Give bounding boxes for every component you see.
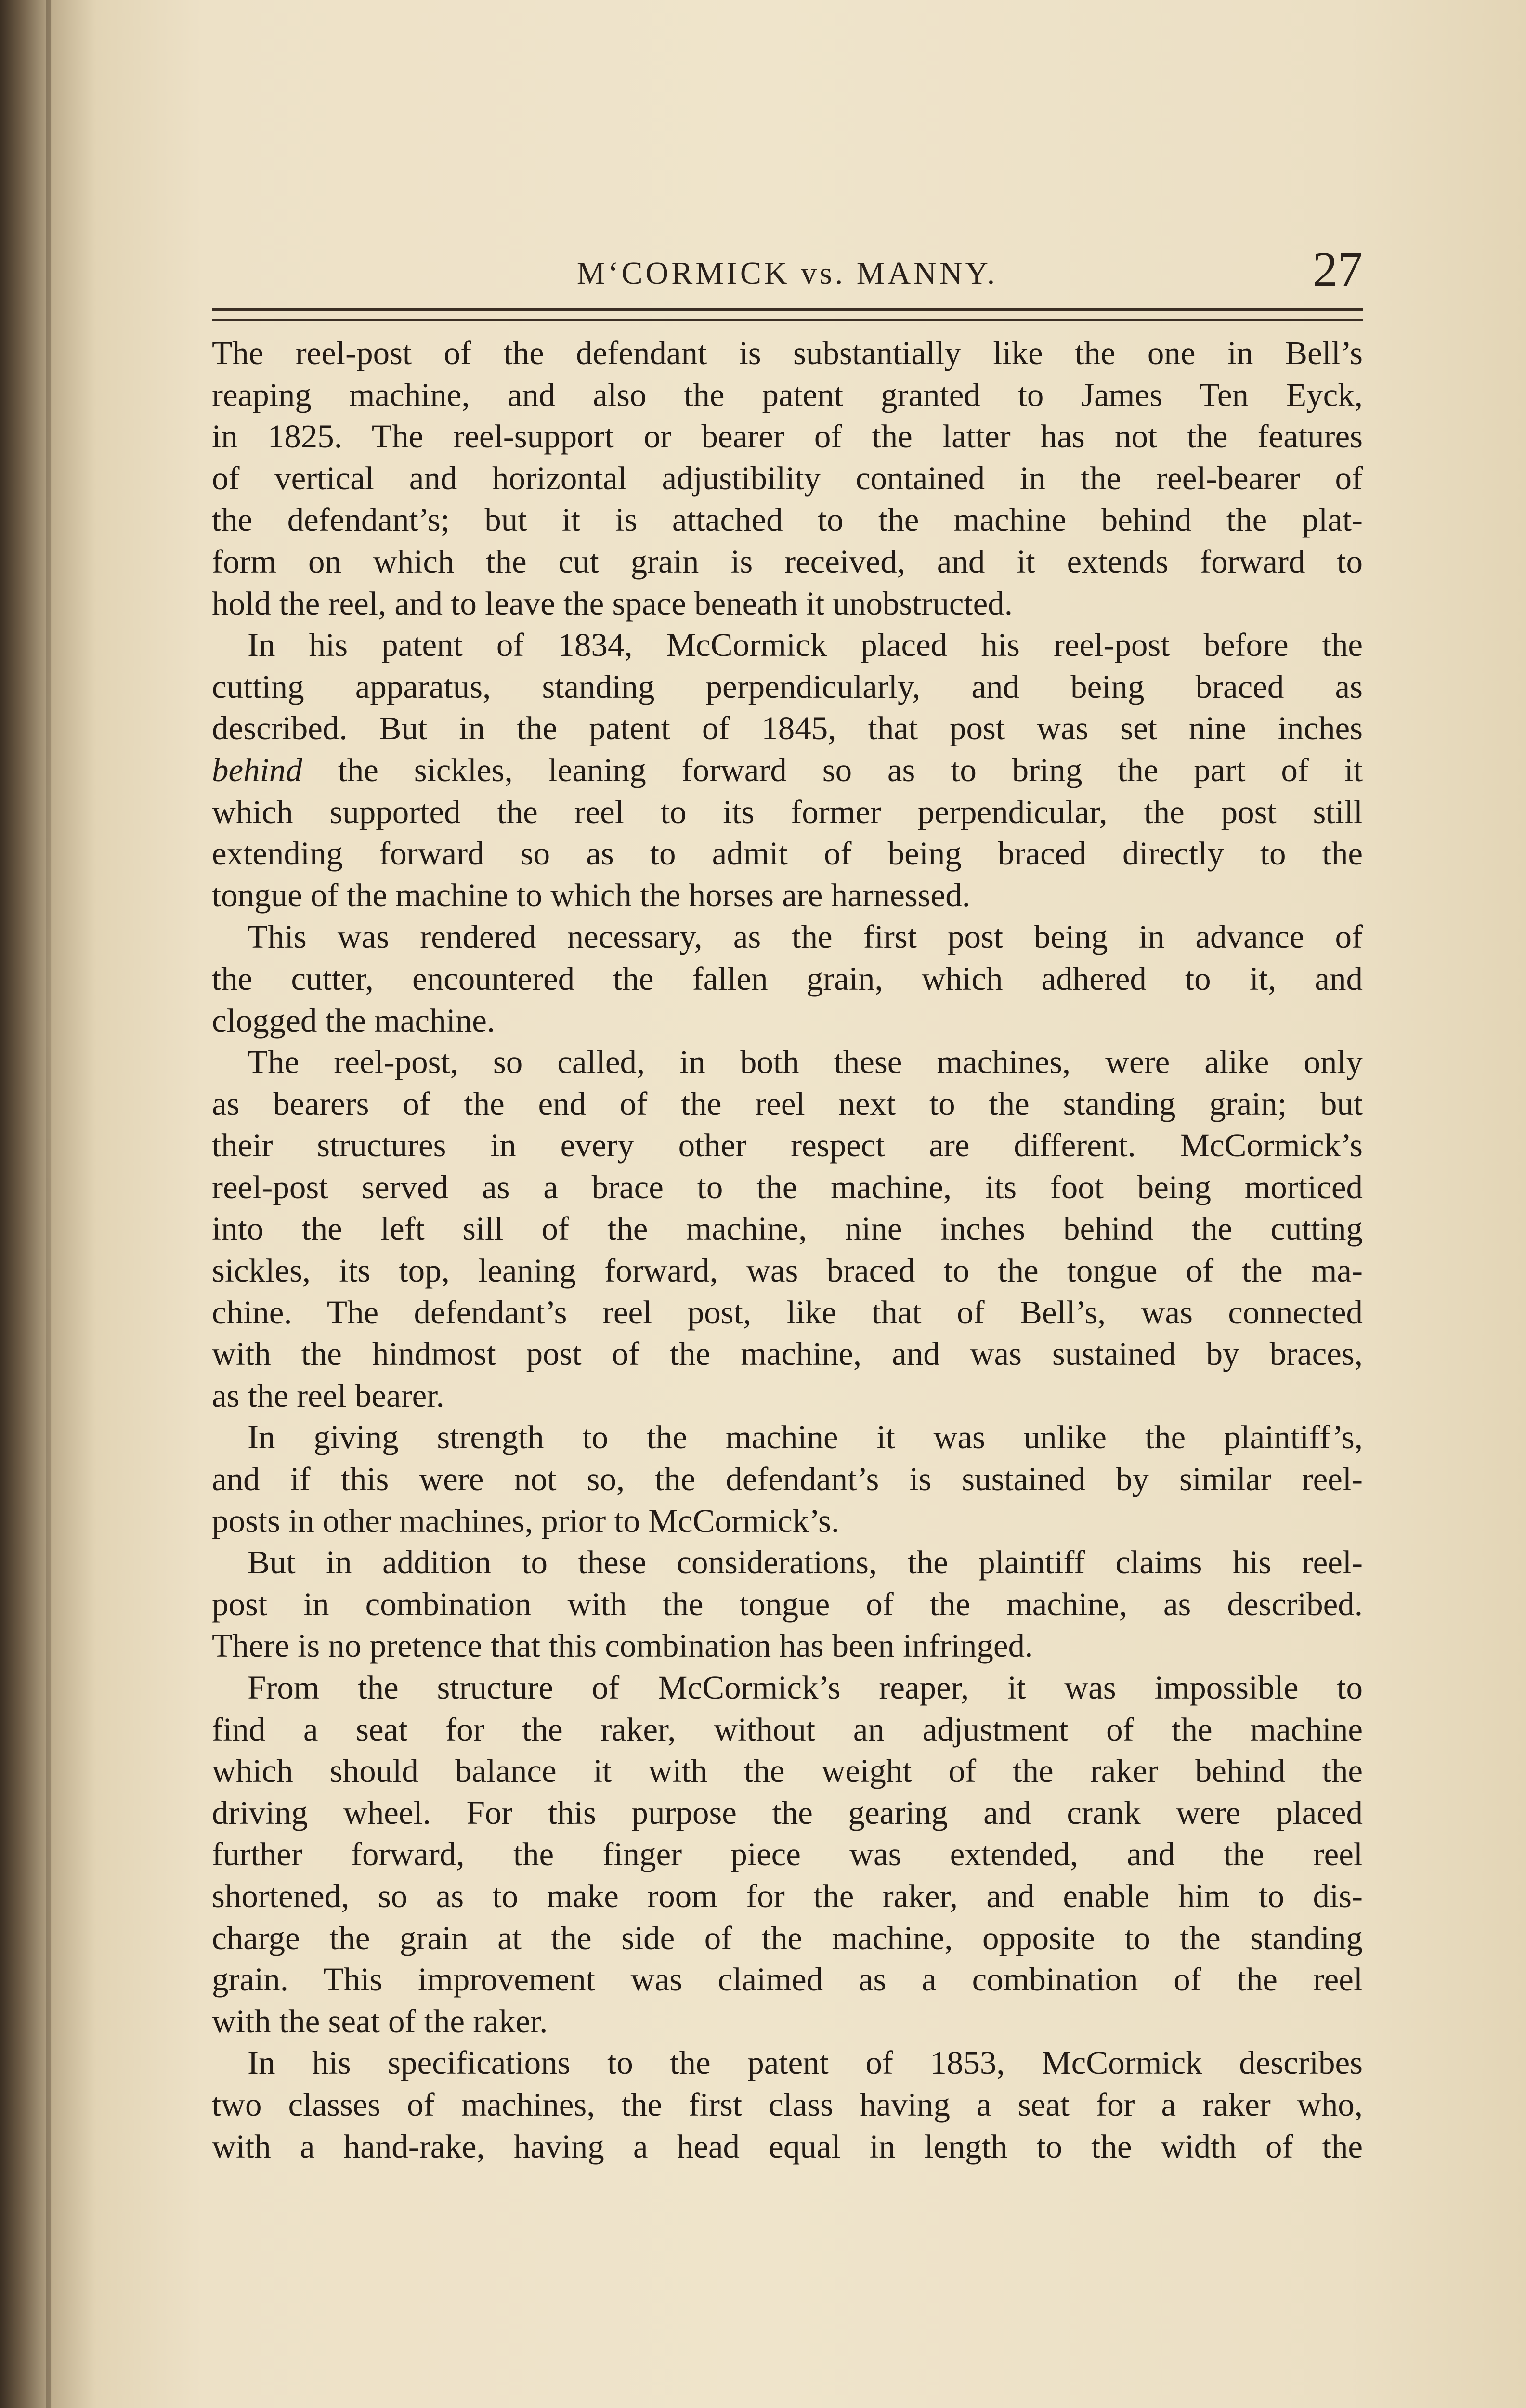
line-text: shortened, so as to make room for the raker, and enable him to dis- bbox=[212, 1877, 1363, 1914]
text-line bbox=[212, 1500, 1363, 1542]
text-line bbox=[212, 1833, 1363, 1875]
text-line bbox=[212, 1125, 1363, 1166]
text-line bbox=[212, 1166, 1363, 1208]
line-text: further forward, the finger piece was extended, and the reel bbox=[212, 1836, 1363, 1873]
line-text: their structures in every other respect are different. McCormick’s bbox=[212, 1127, 1363, 1164]
text-line bbox=[212, 499, 1363, 541]
body-text bbox=[212, 332, 1363, 2167]
line-text: In giving strength to the machine it was unlike the plaintiff’s, bbox=[248, 1419, 1363, 1456]
text-line bbox=[212, 2126, 1363, 2168]
line-text: The reel-post of the defendant is substantially like the one in Bell’s bbox=[212, 335, 1363, 371]
line-text: cutting apparatus, standing perpendicularly, and being braced as bbox=[212, 668, 1363, 705]
line-text: From the structure of McCormick’s reaper, it was impossible to bbox=[248, 1669, 1363, 1706]
text-line bbox=[212, 833, 1363, 875]
text-line bbox=[212, 1375, 1363, 1417]
line-text: with the seat of the raker. bbox=[212, 2002, 548, 2040]
text-line bbox=[212, 1709, 1363, 1751]
text-line bbox=[212, 958, 1363, 1000]
text-line bbox=[212, 1625, 1363, 1667]
line-text: posts in other machines, prior to McCormick’s. bbox=[212, 1502, 840, 1539]
line-text: the sickles, leaning forward so as to bring the part of it bbox=[302, 751, 1363, 788]
line-text: in 1825. The reel-support or bearer of the latter has not the features bbox=[212, 418, 1363, 455]
text-line bbox=[212, 707, 1363, 749]
text-line bbox=[212, 749, 1363, 791]
line-text: form on which the cut grain is received, and it extends forward to bbox=[212, 543, 1363, 580]
text-line bbox=[212, 2042, 1363, 2084]
line-text: The reel-post, so called, in both these machines, were alike only bbox=[248, 1044, 1363, 1081]
line-text: two classes of machines, the first class having a seat for a raker who, bbox=[212, 2086, 1363, 2123]
line-text: the cutter, encountered the fallen grain, which adhered to it, and bbox=[212, 960, 1363, 997]
line-text: driving wheel. For this purpose the gearing and crank were placed bbox=[212, 1794, 1363, 1831]
line-text: In his patent of 1834, McCormick placed his reel-post before the bbox=[248, 627, 1363, 664]
line-text: of vertical and horizontal adjustibility contained in the reel-bearer of bbox=[212, 459, 1363, 497]
text-line bbox=[212, 875, 1363, 916]
line-text: with the hindmost post of the machine, and was sustained by braces, bbox=[212, 1335, 1363, 1373]
text-line bbox=[212, 374, 1363, 416]
line-text: charge the grain at the side of the machine, opposite to the standing bbox=[212, 1919, 1363, 1956]
line-text: In his specifications to the patent of 1853, McCormick describes bbox=[248, 2044, 1363, 2081]
text-line bbox=[212, 416, 1363, 458]
text-line bbox=[212, 666, 1363, 708]
text-line bbox=[212, 791, 1363, 833]
page-number: 27 bbox=[1313, 242, 1363, 297]
line-text: which should balance it with the weight of the raker behind the bbox=[212, 1753, 1363, 1790]
running-head-title: M‘CORMICK vs. MANNY. bbox=[576, 256, 998, 291]
text-line bbox=[212, 1667, 1363, 1709]
line-text: with a hand-rake, having a head equal in length to the width of the bbox=[212, 2128, 1363, 2165]
line-text: chine. The defendant’s reel post, like that of Bell’s, was connected bbox=[212, 1294, 1363, 1331]
text-line bbox=[212, 1750, 1363, 1792]
binding-gutter bbox=[46, 0, 51, 2408]
line-text: This was rendered necessary, as the first post being in advance of bbox=[248, 918, 1363, 955]
text-line bbox=[212, 1458, 1363, 1500]
running-head bbox=[212, 241, 1363, 303]
text-line bbox=[212, 1208, 1363, 1250]
line-text: There is no pretence that this combination has been infringed. bbox=[212, 1627, 1033, 1664]
line-text: reaping machine, and also the patent granted to James Ten Eyck, bbox=[212, 376, 1363, 413]
text-line bbox=[212, 583, 1363, 625]
text-line bbox=[212, 332, 1363, 374]
line-text: as bearers of the end of the reel next to the standing grain; but bbox=[212, 1085, 1363, 1122]
line-text: and if this were not so, the defendant’s is sustained by similar reel- bbox=[212, 1461, 1363, 1498]
line-text: the defendant’s; but it is attached to the machine behind the plat- bbox=[212, 501, 1363, 538]
text-line bbox=[212, 1041, 1363, 1083]
text-line bbox=[212, 1250, 1363, 1292]
line-text: hold the reel, and to leave the space beneath it unobstructed. bbox=[212, 585, 1013, 622]
line-text: clogged the machine. bbox=[212, 1002, 496, 1039]
text-line bbox=[212, 1584, 1363, 1625]
text-line bbox=[212, 1959, 1363, 2001]
text-line bbox=[212, 2001, 1363, 2042]
line-text: grain. This improvement was claimed as a combination of the reel bbox=[212, 1961, 1363, 1998]
text-line bbox=[212, 1917, 1363, 1959]
text-line bbox=[212, 1000, 1363, 1042]
line-text: extending forward so as to admit of being braced directly to the bbox=[212, 835, 1363, 872]
line-text: tongue of the machine to which the horses are harnessed. bbox=[212, 877, 970, 914]
italic-word: behind bbox=[212, 751, 302, 788]
text-line bbox=[212, 1416, 1363, 1458]
text-line bbox=[212, 1292, 1363, 1334]
line-text: reel-post served as a brace to the machine, its foot being morticed bbox=[212, 1168, 1363, 1205]
text-line bbox=[212, 1792, 1363, 1834]
text-line bbox=[212, 1333, 1363, 1375]
text-line bbox=[212, 2084, 1363, 2126]
line-text: as the reel bearer. bbox=[212, 1377, 444, 1414]
text-line bbox=[212, 624, 1363, 666]
line-text: described. But in the patent of 1845, that post was set nine inches bbox=[212, 710, 1363, 747]
text-line bbox=[212, 1083, 1363, 1125]
text-line bbox=[212, 1875, 1363, 1917]
line-text: which supported the reel to its former perpendicular, the post still bbox=[212, 793, 1363, 830]
text-line bbox=[212, 916, 1363, 958]
line-text: sickles, its top, leaning forward, was braced to the tongue of the ma- bbox=[212, 1252, 1363, 1289]
line-text: But in addition to these considerations, the plaintiff claims his reel- bbox=[248, 1544, 1363, 1581]
text-line bbox=[212, 458, 1363, 499]
text-line bbox=[212, 1542, 1363, 1584]
line-text: post in combination with the tongue of the machine, as described. bbox=[212, 1585, 1363, 1623]
header-double-rule bbox=[212, 308, 1363, 321]
text-line bbox=[212, 541, 1363, 583]
line-text: find a seat for the raker, without an adjustment of the machine bbox=[212, 1711, 1363, 1748]
line-text: into the left sill of the machine, nine inches behind the cutting bbox=[212, 1210, 1363, 1247]
